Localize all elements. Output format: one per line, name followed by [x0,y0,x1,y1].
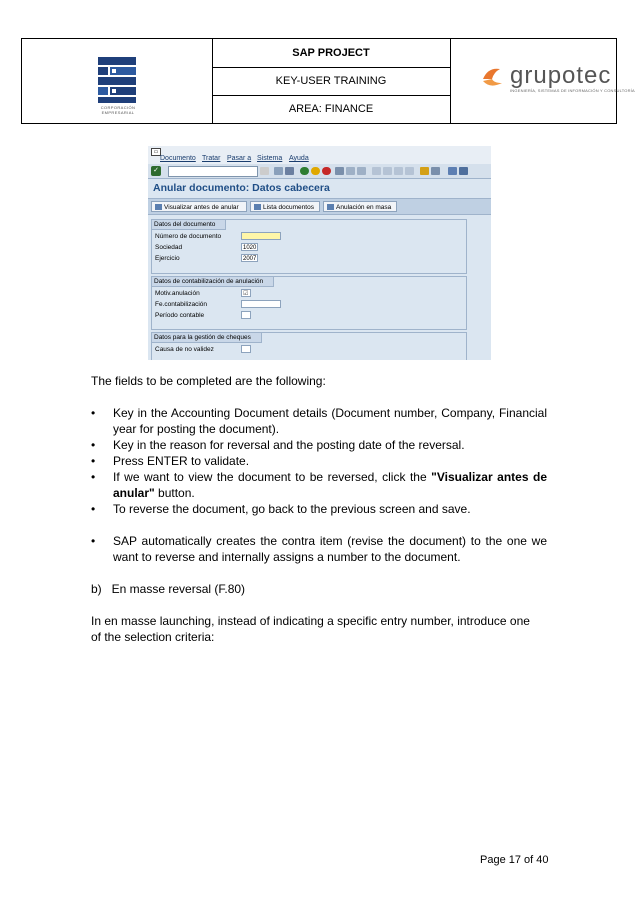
field-label: Motiv.anulación [155,290,200,297]
dropdown-icon[interactable] [260,167,269,175]
bullet-item: If we want to view the document to be reversed, click the "Visualizar antes de anular" button. [113,470,547,500]
grupotec-logo [480,62,635,97]
help-icon[interactable] [448,167,457,175]
grupotec-tagline: INGENIERÍA, SISTEMAS DE INFORMACIÓN Y CONSULTORÍA [510,88,635,93]
project-title: SAP PROJECT [212,39,450,68]
periodo-contable-input[interactable] [241,311,251,319]
bullet-item: Key in the reason for reversal and the posting date of the reversal. [113,438,465,452]
bullet-icon: • [91,454,96,468]
fecha-contabilizacion-input[interactable] [241,300,281,308]
window-icon[interactable]: ▭ [151,148,161,156]
save-icon[interactable] [285,167,294,175]
bold-button-name: "Visualizar antes de anular" [113,470,547,500]
field-label: Sociedad [155,244,183,251]
layout-icon[interactable] [459,167,468,175]
mass-icon [327,204,334,210]
area-title: AREA: FINANCE [288,103,374,115]
group-title: Datos del documento [152,220,226,230]
field-label: Número de documento [155,233,222,240]
header-center-cell [212,39,451,123]
new-session-icon[interactable] [420,167,429,175]
glasses-icon [155,204,162,210]
ecisa-logo [92,55,142,117]
command-field[interactable] [168,166,258,177]
field-label: Causa de no validez [155,346,214,353]
field-label: Período contable [155,312,205,319]
sociedad-input[interactable]: 1020 [243,245,257,251]
ecisa-subtitle: CORPORACIÓN EMPRESARIAL [100,105,136,115]
ejercicio-input[interactable]: 2007 [243,256,257,262]
visualizar-antes-button[interactable]: Visualizar antes de anular [151,201,247,212]
prev-page-icon[interactable] [383,167,392,175]
next-page-icon[interactable] [394,167,403,175]
sap-toolbar [148,164,491,179]
first-page-icon[interactable] [372,167,381,175]
section-heading: b) En masse reversal (F.80) [91,582,246,596]
field-label: Fe.contabilización [155,301,208,308]
menu-tratar[interactable]: Tratar [202,155,221,162]
bullet-icon: • [91,406,96,420]
bullet-icon: • [91,502,96,516]
field-label: Ejercicio [155,255,180,262]
group-title: Datos para la gestión de cheques [152,333,262,343]
cancel-icon[interactable] [322,167,331,175]
document-header [21,38,635,124]
grupotec-mark-icon [480,63,508,91]
page-number: Page 17 of 40 [480,854,549,866]
menu-sistema[interactable]: Sistema [257,155,283,162]
sap-screenshot [148,146,491,360]
back-arrow-icon[interactable] [274,167,283,175]
bullet-item: Press ENTER to validate. [113,454,250,468]
application-toolbar [148,198,491,215]
intro-paragraph: The fields to be completed are the following: [91,374,326,388]
group-title: Datos de contabilización de anulación [152,277,274,287]
menu-ayuda[interactable]: Ayuda [289,155,309,162]
causa-no-validez-input[interactable] [241,345,251,353]
bullet-icon: • [91,470,96,484]
lista-documentos-button[interactable]: Lista documentos [250,201,320,212]
header-left-cell [22,39,213,123]
header-right-cell [450,39,635,123]
last-page-icon[interactable] [405,167,414,175]
bullet-item: SAP automatically creates the contra item (revise the document) to the one we want to reverse and internally assigns a number to the document. [113,534,547,564]
group-contabilizacion-anulacion [151,276,467,330]
anulacion-en-masa-button[interactable]: Anulación en masa [323,201,397,212]
grupotec-name: grupotec [510,62,612,89]
exit-icon[interactable] [311,167,320,175]
closing-paragraph: In en masse launching, instead of indicating a specific entry number, introduce one of the selection criteria: [91,614,530,644]
bullet-icon: • [91,438,96,452]
training-title: KEY-USER TRAINING [212,67,450,96]
group-datos-documento [151,219,467,274]
numero-documento-input[interactable] [241,232,281,240]
bullet-icon: • [91,534,96,548]
bullet-item: To reverse the document, go back to the previous screen and save. [113,502,471,516]
menu-documento[interactable]: Documento [160,155,196,162]
list-icon [254,204,261,210]
enter-check-icon[interactable]: ✓ [151,166,161,176]
checkmark-icon: ☑ [243,291,249,297]
menu-pasar-a[interactable]: Pasar a [227,155,252,162]
shortcut-icon[interactable] [431,167,440,175]
screen-title: Anular documento: Datos cabecera [153,182,330,194]
find-next-icon[interactable] [357,167,366,175]
print-icon[interactable] [335,167,344,175]
motivo-anulacion-input[interactable] [241,289,251,297]
sap-menubar [148,146,491,164]
bullet-item: Key in the Accounting Document details (Document number, Company, Financial year for posting the document). [113,406,547,436]
find-icon[interactable] [346,167,355,175]
group-gestion-cheques [151,332,467,360]
back-icon[interactable] [300,167,309,175]
